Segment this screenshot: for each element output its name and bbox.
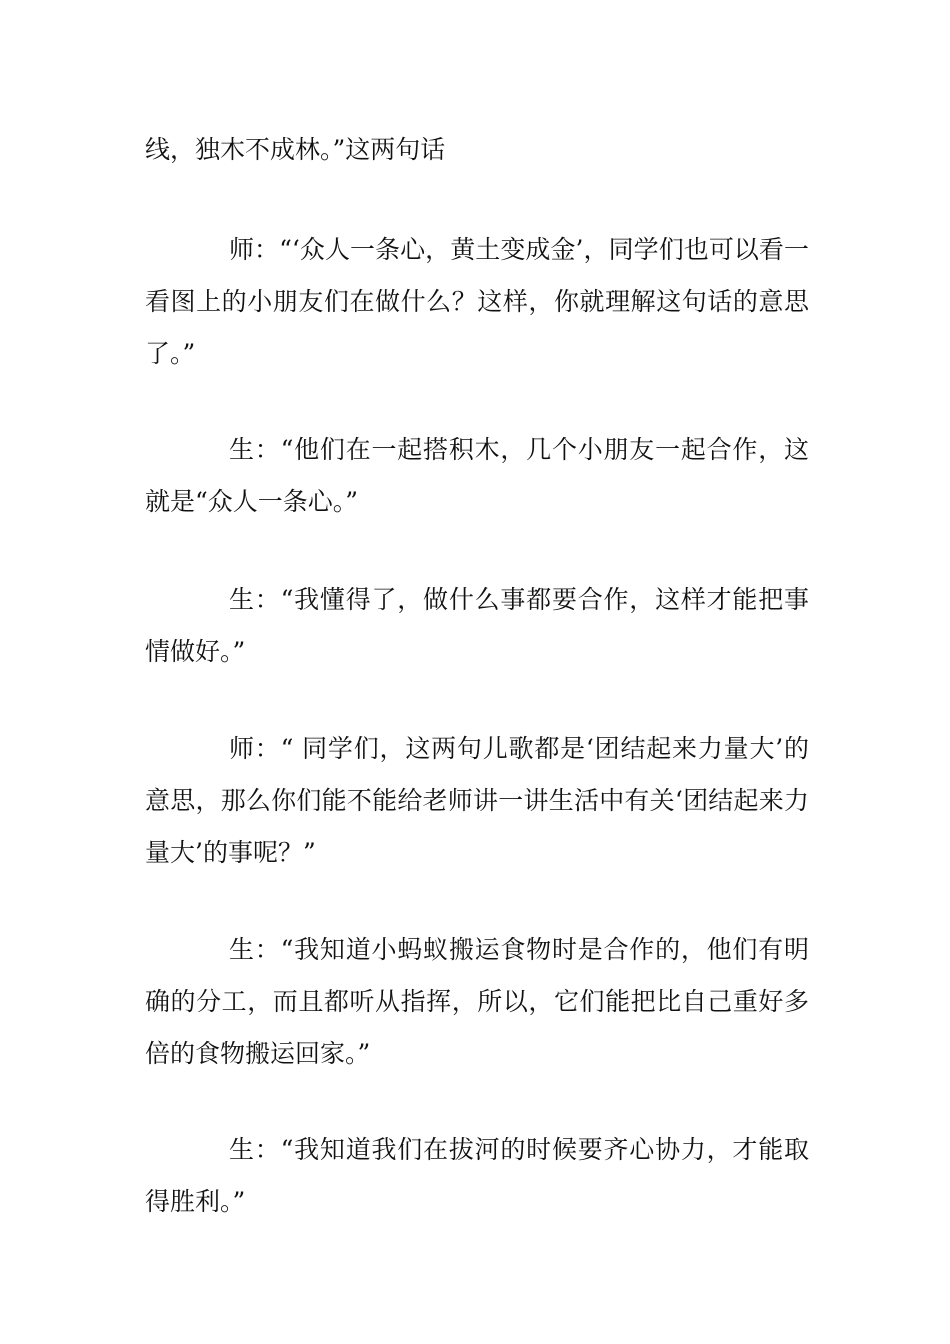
paragraph-student-2: 生：“我懂得了，做什么事都要合作，这样才能把事情做好。”	[145, 585, 809, 666]
paragraph-student-4: 生：“我知道我们在拔河的时候要齐心协力，才能取得胜利。”	[145, 1135, 809, 1216]
paragraph-teacher-1: 师：“‘众人一条心，黄土变成金’，同学们也可以看一看图上的小朋友们在做什么？这样，你就理解这句话的意思了。”	[145, 235, 809, 368]
paragraph-student-3: 生：“我知道小蚂蚁搬运食物时是合作的，他们有明确的分工，而且都听从指挥，所以，它们能把比自己重好多倍的食物搬运回家。”	[145, 935, 809, 1068]
paragraph-student-1: 生：“他们在一起搭积木，几个小朋友一起合作，这就是“众人一条心。”	[145, 435, 809, 516]
paragraph-teacher-2: 师：“ 同学们，这两句儿歌都是‘团结起来力量大’的意思，那么你们能不能给老师讲一讲生活中有关‘团结起来力量大’的事呢？”	[145, 734, 809, 867]
paragraph-continuation: 线，独木不成林。”这两句话	[145, 135, 446, 164]
